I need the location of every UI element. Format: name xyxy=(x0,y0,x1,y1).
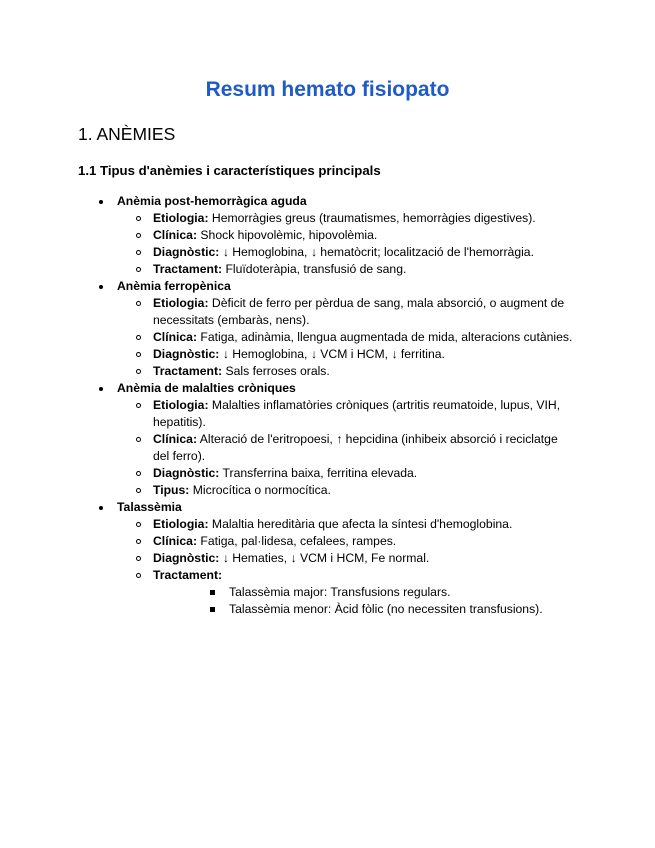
detail-text: ↓ Hemoglobina, ↓ VCM i HCM, ↓ ferritina. xyxy=(222,347,445,361)
treatment-subitem xyxy=(153,584,573,601)
document-title: Resum hemato fisiopato xyxy=(205,78,450,101)
detail-item xyxy=(115,295,653,329)
detail-label: Diagnòstic: xyxy=(153,347,220,361)
anemia-name: Anèmia de malalties cròniques xyxy=(117,381,296,395)
bullet-circle-icon xyxy=(136,369,141,374)
detail-item xyxy=(115,329,653,346)
detail-text: Alteració de l'eritropoesi, ↑ hepcidina (inhibeix absorció i reciclatge del ferro). xyxy=(153,432,558,463)
bullet-circle-icon xyxy=(136,437,141,442)
bullet-circle-icon xyxy=(136,522,141,527)
subsection-heading: 1.1 Tipus d'anèmies i característiques principals xyxy=(78,163,381,178)
detail-item xyxy=(115,465,653,482)
detail-text: Shock hipovolèmic, hipovolèmia. xyxy=(200,228,378,242)
bullet-square-icon xyxy=(210,590,215,595)
detail-item xyxy=(115,533,653,550)
bullet-circle-icon xyxy=(136,352,141,357)
anemia-list-container xyxy=(0,193,655,618)
anemia-details xyxy=(117,210,655,278)
detail-item xyxy=(115,261,653,278)
detail-label: Clínica: xyxy=(153,432,198,446)
bullet-circle-icon xyxy=(136,335,141,340)
bullet-disc-icon xyxy=(99,506,103,510)
detail-label: Etiologia: xyxy=(153,211,209,225)
anemia-item xyxy=(0,193,655,278)
bullet-circle-icon xyxy=(136,488,141,493)
detail-text: Fatiga, pal·lidesa, cefalees, rampes. xyxy=(200,534,397,548)
detail-item xyxy=(115,244,653,261)
detail-text: Fluïdoteràpia, transfusió de sang. xyxy=(225,262,407,276)
detail-item xyxy=(115,210,653,227)
treatment-subitem xyxy=(153,601,573,618)
detail-label: Tractament: xyxy=(153,262,223,276)
detail-label: Tractament: xyxy=(153,568,223,582)
detail-item xyxy=(115,516,653,533)
detail-item xyxy=(115,346,653,363)
detail-text: Fatiga, adinàmia, llengua augmentada de mida, alteracions cutànies. xyxy=(200,330,573,344)
detail-item xyxy=(115,431,653,465)
detail-label: Tipus: xyxy=(153,483,190,497)
anemia-details xyxy=(117,295,655,380)
detail-item xyxy=(115,397,653,431)
detail-label: Etiologia: xyxy=(153,517,209,531)
bullet-circle-icon xyxy=(136,471,141,476)
detail-label: Diagnòstic: xyxy=(153,551,220,565)
bullet-disc-icon xyxy=(99,285,103,289)
detail-label: Clínica: xyxy=(153,534,198,548)
detail-item xyxy=(115,567,653,618)
detail-text: ↓ Hematies, ↓ VCM i HCM, Fe normal. xyxy=(222,551,430,565)
bullet-circle-icon xyxy=(136,539,141,544)
detail-item xyxy=(115,363,653,380)
detail-label: Clínica: xyxy=(153,330,198,344)
anemia-item xyxy=(0,278,655,380)
detail-label: Etiologia: xyxy=(153,398,209,412)
bullet-circle-icon xyxy=(136,233,141,238)
detail-label: Tractament: xyxy=(153,364,223,378)
bullet-circle-icon xyxy=(136,250,141,255)
anemia-name: Anèmia post-hemorràgica aguda xyxy=(117,194,307,208)
detail-item xyxy=(115,550,653,567)
bullet-circle-icon xyxy=(136,403,141,408)
section-heading: 1. ANÈMIES xyxy=(78,124,176,144)
detail-text: Malalties inflamatòries cròniques (artritis reumatoide, lupus, VIH, hepatitis). xyxy=(153,398,561,429)
anemia-details xyxy=(117,516,655,618)
bullet-circle-icon xyxy=(136,267,141,272)
anemia-item xyxy=(0,380,655,499)
bullet-circle-icon xyxy=(136,301,141,306)
detail-item xyxy=(115,227,653,244)
detail-label: Diagnòstic: xyxy=(153,466,220,480)
detail-text: Sals ferroses orals. xyxy=(225,364,330,378)
detail-label: Etiologia: xyxy=(153,296,209,310)
treatment-subitems xyxy=(153,584,573,618)
detail-text: Transferrina baixa, ferritina elevada. xyxy=(222,466,418,480)
detail-text: ↓ Hemoglobina, ↓ hematòcrit; localització de l'hemorràgia. xyxy=(222,245,534,259)
anemia-details xyxy=(117,397,655,499)
bullet-disc-icon xyxy=(99,200,103,204)
anemia-item xyxy=(0,499,655,618)
bullet-disc-icon xyxy=(99,387,103,391)
detail-text: Microcítica o normocítica. xyxy=(192,483,331,497)
bullet-square-icon xyxy=(210,607,215,612)
detail-text: Dèficit de ferro per pèrdua de sang, mala absorció, o augment de necessitats (embaràs, nens). xyxy=(153,296,565,327)
detail-text: Hemorràgies greus (traumatismes, hemorràgies digestives). xyxy=(211,211,536,225)
bullet-circle-icon xyxy=(136,216,141,221)
detail-label: Clínica: xyxy=(153,228,198,242)
bullet-circle-icon xyxy=(136,556,141,561)
detail-label: Diagnòstic: xyxy=(153,245,220,259)
anemia-name: Anèmia ferropènica xyxy=(117,279,231,293)
subitem-text: Talassèmia menor: Àcid fòlic (no necessiten transfusions). xyxy=(229,602,543,616)
detail-item xyxy=(115,482,653,499)
bullet-circle-icon xyxy=(136,573,141,578)
subitem-text: Talassèmia major: Transfusions regulars. xyxy=(229,585,451,599)
anemia-list xyxy=(0,193,655,618)
detail-text: Malaltia hereditària que afecta la síntesi d'hemoglobina. xyxy=(211,517,513,531)
anemia-name: Talassèmia xyxy=(117,500,182,514)
